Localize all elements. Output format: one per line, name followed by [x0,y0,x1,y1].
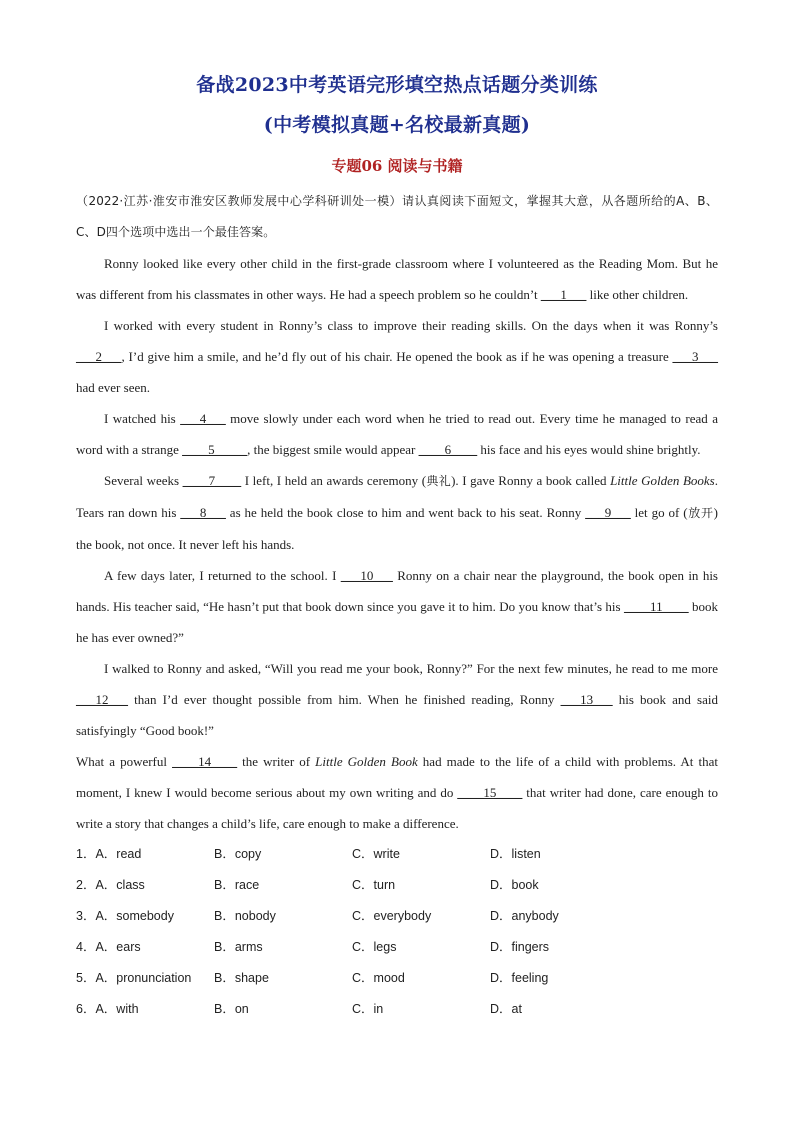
option-a: 6．A．with [76,1002,139,1016]
option-a: 5．A．pronunciation [76,971,192,985]
blank-2: ___2___ [76,349,122,364]
text: Ronny looked like every other child in the first-grade classroom where I volunteered as the Reading Mom. But he was different from his classmates in other ways. He had a speech problem so he couldn’t [76,256,718,302]
gloss: 放开 [687,506,714,520]
blank-14: ____14____ [172,754,238,769]
paragraph-7 [76,746,718,839]
option-d: D．at [490,1002,522,1016]
option-c: C．write [352,847,400,861]
option-c: C．mood [352,971,405,985]
blank-1: ___1___ [540,287,587,302]
blank-9: ___9___ [585,505,631,520]
paragraph-1 [76,248,718,310]
document-subtitle: (中考模拟真题+名校最新真题) [263,114,531,136]
text: I worked with every student in Ronny’s class to improve their reading skills. On the days when it was Ronny’s [104,318,718,333]
text: had ever seen. [76,380,150,395]
option-a: 4．A．ears [76,940,141,954]
blank-6: ____6____ [418,442,478,457]
text: his book and said satisfyingly “Good book!” [76,692,718,738]
options-list [76,839,718,1025]
text: Ronny on a chair near the playground, the book open in his hands. His teacher said, “He hasn’t put that book down since you gave it to him. Do you know that’s his [76,568,718,614]
text: What a powerful [76,754,173,769]
blank-4: ___4___ [180,411,226,426]
option-a: 3．A．somebody [76,909,174,923]
book-title: Little Golden Book [315,754,418,769]
text: his face and his eyes would shine brightly. [477,442,701,457]
article-body [76,186,718,1025]
blank-13: ___13___ [560,692,613,707]
option-a: 1．A．read [76,847,142,861]
option-row [76,932,718,963]
text: Several weeks [104,473,183,488]
text: that writer had done, care enough to write a story that changes a child’s life, care enough to make a difference. [76,785,718,831]
book-title: Little Golden Books [610,473,715,488]
text: had made to the life of a child with problems. At that moment, I knew I would become serious about my own writing and do [76,754,718,800]
option-d: D．book [490,878,539,892]
option-d: D．listen [490,847,541,861]
text: I watched his [104,411,181,426]
text: let go of ( [630,505,688,520]
option-d: D．feeling [490,971,549,985]
blank-5: ____5_____ [182,442,248,457]
paragraph-5 [76,560,718,653]
paragraph-2 [76,310,718,403]
text: , I’d give him a smile, and he’d fly out of his chair. He opened the book as if he was opening a treasure [121,349,673,364]
option-row [76,994,718,1025]
text: book he has ever owned?” [76,599,719,645]
option-b: B．arms [214,940,263,954]
blank-15: ____15____ [457,785,523,800]
blank-10: ___10___ [340,568,393,583]
blank-7: ____7____ [182,473,242,488]
option-c: C．everybody [352,909,432,923]
option-row [76,963,718,994]
option-row [76,870,718,901]
blank-3: ___3___ [672,349,718,364]
text: , the biggest smile would appear [247,442,419,457]
option-c: C．turn [352,878,396,892]
text: the writer of [237,754,316,769]
option-d: D．fingers [490,940,550,954]
option-d: D．anybody [490,909,559,923]
paragraph-6 [76,653,718,746]
option-b: B．copy [214,847,262,861]
paragraph-4 [76,465,718,560]
option-b: B．nobody [214,909,276,923]
text: than I’d ever thought possible from him. When he finished reading, Ronny [128,692,561,707]
gloss: 典礼 [426,474,452,488]
option-c: C．legs [352,940,397,954]
text: A few days later, I returned to the school. I [104,568,341,583]
text: ) the book, not once. It never left his hands. [76,505,718,552]
document-title: 备战2023中考英语完形填空热点话题分类训练 [196,74,598,96]
topic-heading: 专题06 阅读与书籍 [331,157,463,175]
text: move slowly under each word when he tried to read out. Every time he managed to read a word with a strange [76,411,718,457]
text: . Tears ran down his [76,473,718,520]
text: ). I gave Ronny a book called [451,473,611,488]
text: I left, I held an awards ceremony ( [241,473,427,488]
option-b: B．on [214,1002,249,1016]
option-row [76,901,718,932]
option-c: C．in [352,1002,384,1016]
text: as he held the book close to him and went back to his seat. Ronny [225,505,586,520]
blank-8: ___8___ [180,505,226,520]
option-b: B．race [214,878,260,892]
text: like other children. [586,287,689,302]
paragraph-3 [76,403,718,465]
option-b: B．shape [214,971,269,985]
text: I walked to Ronny and asked, “Will you read me your book, Ronny?” For the next few minutes, he read to me more [104,661,718,676]
source-note: （2022·江苏·淮安市淮安区教师发展中心学科研训处一模）请认真阅读下面短文，掌握其大意，从各题所给的A、B、C、D四个选项中选出一个最佳答案。 [76,194,718,239]
option-a: 2．A．class [76,878,145,892]
option-row [76,839,718,870]
blank-11: ____11____ [624,599,689,614]
blank-12: ___12___ [76,692,128,707]
